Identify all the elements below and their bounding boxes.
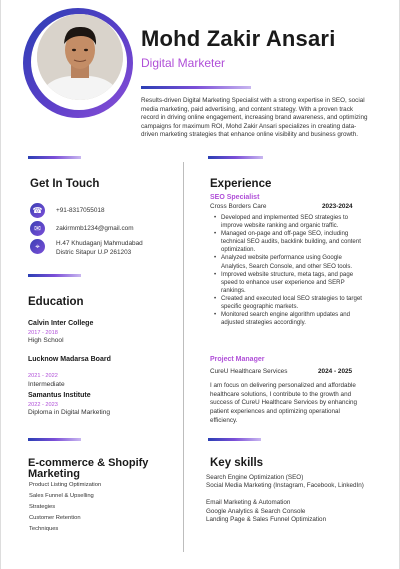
job-bullet: • Monitored search engine algorithm updates and adjusted strategies accordingly. — [214, 311, 364, 327]
edu-degree-1: High School — [28, 337, 64, 344]
contact-address — [56, 239, 143, 257]
contact-email-row — [30, 221, 134, 236]
edu-degree-2: Intermediate — [28, 381, 65, 388]
edu-school-3: Samantus Institute — [28, 392, 91, 399]
job-bullets-1 — [214, 214, 364, 327]
edu-degree-3: Diploma in Digital Marketing — [28, 409, 111, 416]
contact-top-bar — [28, 156, 81, 159]
ecommerce-title: E-commerce & Shopify Marketing — [28, 457, 149, 480]
ecommerce-top-bar — [28, 438, 81, 441]
contact-title: Get In Touch — [30, 178, 100, 190]
contact-address-row — [30, 239, 143, 257]
job-bullet: • Created and executed local SEO strategies to target specific geographic markets. — [214, 295, 364, 311]
ecommerce-item: Product Listing Optimization — [29, 482, 102, 488]
contact-email[interactable]: zakirmmb1234@gmail.com — [56, 225, 134, 232]
job-title-1: SEO Specialist — [210, 194, 260, 201]
ecommerce-item: Techniques — [29, 526, 59, 532]
contact-phone-row — [30, 203, 105, 218]
ecommerce-item: Sales Funnel & Upselling — [29, 493, 94, 499]
education-top-bar — [28, 274, 81, 277]
job-dates-1: 2023-2024 — [322, 203, 353, 210]
skill-item: Social Media Marketing (Instagram, Facebook, LinkedIn) — [206, 482, 364, 489]
job-bullet: • Developed and implemented SEO strategies to improve website ranking and organic traffic. — [214, 214, 364, 230]
education-title: Education — [28, 296, 84, 308]
job-description-2: I am focus on delivering personalized and affordable healthcare solutions, I contribute to the growth and success of CureU Healthcare Services by enhancing patient experiences and optimizing operational efficiency. — [210, 382, 357, 424]
skill-item: Google Analytics & Search Console — [206, 508, 306, 515]
candidate-name: Mohd Zakir Ansari — [141, 26, 336, 51]
ecommerce-item: Customer Retention — [29, 515, 81, 521]
ecommerce-item: Strategies — [29, 504, 56, 510]
job-bullet: • Improved website structure, meta tags, and page speed to enhance user experience and SERP rankings. — [214, 271, 364, 295]
profile-summary: Results-driven Digital Marketing Specialist with a strong expertise in SEO, social media marketing, paid advertising, and content strategy. With a proven track record in driving online engagement, increasing brand awareness, and optimizing campaigns for maximum ROI, Mohd Zakir Ansari specializes in creating data-driven marketing strategies that enhance online visibility and business growth. — [141, 97, 368, 139]
experience-title: Experience — [210, 178, 272, 190]
contact-phone[interactable]: +91-8317055018 — [56, 207, 105, 214]
edu-years-1: 2017 - 2018 — [28, 330, 58, 336]
role-accent-bar — [141, 86, 251, 89]
job-bullet: • Analyzed website performance using Google Analytics, Search Console, and other SEO tools. — [214, 254, 364, 270]
edu-years-2: 2021 - 2022 — [28, 373, 58, 379]
email-icon: ✉ — [30, 221, 45, 236]
edu-school-2: Lucknow Madarsa Board — [28, 356, 111, 363]
phone-icon: ☎ — [30, 203, 45, 218]
skill-item: Landing Page & Sales Funnel Optimization — [206, 516, 327, 523]
skill-item: Email Marketing & Automation — [206, 499, 291, 506]
location-icon: ⌖ — [30, 239, 45, 254]
edu-years-3: 2022 - 2023 — [28, 402, 58, 408]
job-dates-2: 2024 - 2025 — [318, 368, 353, 375]
skills-top-bar — [208, 438, 261, 441]
job-title-2: Project Manager — [210, 356, 265, 363]
address-line-1: H.47 Khudaganj Mahmudabad — [56, 240, 143, 247]
skill-item: Search Engine Optimization (SEO) — [206, 474, 304, 481]
job-bullet: • Managed on-page and off-page SEO, including technical SEO audits, backlink building, and content optimization. — [214, 230, 364, 254]
profile-photo — [37, 14, 123, 100]
skills-title: Key skills — [210, 457, 264, 469]
edu-school-1: Calvin Inter College — [28, 320, 94, 327]
job-company-1: Cross Borders Care — [210, 203, 267, 210]
candidate-role: Digital Marketer — [141, 56, 226, 70]
column-divider — [183, 162, 184, 552]
job-company-2: CureU Healthcare Services — [210, 368, 288, 375]
experience-top-bar — [208, 156, 263, 159]
address-line-2: Distric Sitapur U.P 261203 — [56, 249, 132, 256]
